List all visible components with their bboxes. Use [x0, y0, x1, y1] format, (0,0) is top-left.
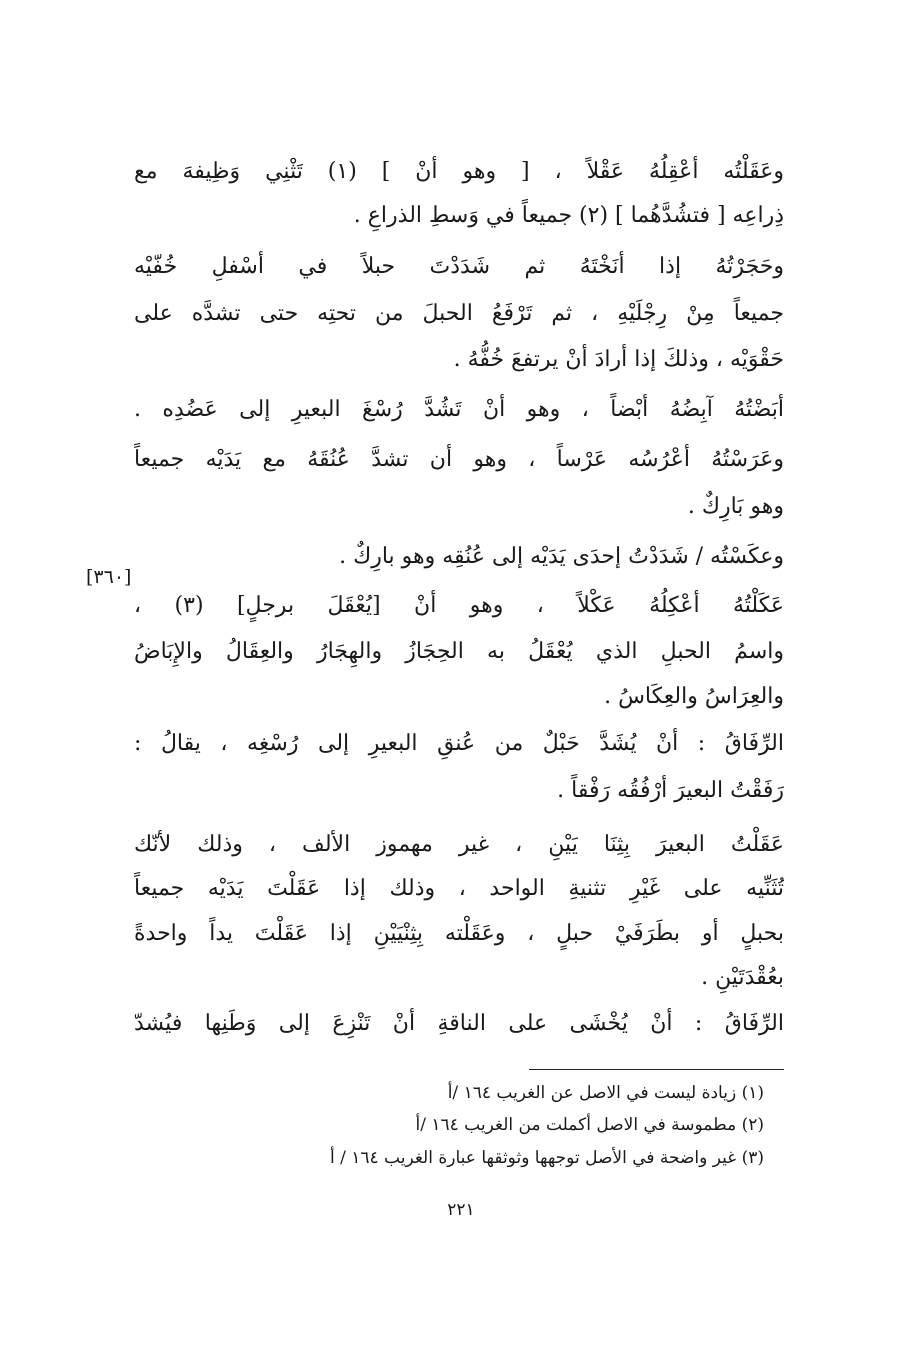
- text-line-12: والعِرَاسُ والعِكَاسُ .: [604, 684, 784, 709]
- text-line-15: عَقَلْتُ البعيرَ بِثِنَا يَيْنِ ، غير مهموز الألف ، وذلك لأنّك: [134, 832, 784, 857]
- margin-page-marker: [٣٦٠]: [86, 566, 132, 588]
- text-line-13: الرِّفَاقُ : أنْ يُشَدَّ حَبْلٌ من عُنقِ البعيرِ إلى رُسْغِه ، يقالُ :: [134, 731, 784, 756]
- text-line-6: أبَضْتُهُ آبِضُهُ أبْضاً ، وهو أنْ تَشُدَّ رُسْغَ البعيرِ إلى عَضُدِه .: [134, 397, 784, 422]
- text-line-5: حَقْوَيْه ، وذلكَ إذا أرادَ أنْ يرتفعَ خُفُّهُ .: [453, 347, 784, 372]
- text-line-14: رَفَقْتُ البعيرَ أرْفُقُه رَفْقاً .: [557, 778, 784, 803]
- footnote-2: (٢) مطموسة في الاصل أكملت من الغريب ١٦٤ /أ: [415, 1115, 764, 1135]
- text-line-7: وعَرَسْتُهُ أعْرُسُه عَرْساً ، وهو أن تشدَّ عُنُقَهُ مع يَدَيْه جميعاً: [134, 447, 784, 472]
- text-line-9: وعكَسْتُه / شَدَدْتُ إحدَى يَدَيْه إلى عُنُقِه وهو بارِكٌ .: [339, 544, 784, 569]
- text-line-8: وهو بَارِكٌ .: [687, 494, 784, 519]
- text-line-3: وحَجَرْتُهُ إذا أنَخْتَهُ ثم شَدَدْتَ حبلاً في أسْفلِ خُفّيْه: [134, 254, 784, 279]
- text-line-1: وعَقَلْتُه أعْقِلُهُ عَقْلاً ، [ وهو أنْ ] (١) تَثْنِي وَظِيفهَ مع: [134, 159, 784, 184]
- footnote-3: (٣) غير واضحة في الأصل توجهها وثوثقها عبارة الغريب ١٦٤ / أ: [329, 1148, 764, 1168]
- text-line-19: الرِّفَاقُ : أنْ يُخْشَى على الناقةِ أنْ تَنْزِعَ إلى وَطَنِها فيُشدّ: [134, 1011, 784, 1036]
- text-line-2: ذِراعِه [ فتشُدَّهُما ] (٢) جميعاً في وَسطِ الذراعِ .: [353, 203, 784, 228]
- footnote-separator: [529, 1069, 784, 1070]
- text-line-10: عَكَلْتُهُ أعْكِلُهُ عَكْلاً ، وهو أنْ [يُعْقَلَ برجلٍ] (٣) ،: [134, 593, 784, 618]
- text-line-16: تُثَنِّيه على غَيْرِ تثنيةِ الواحد ، وذلك إذا عَقَلْتَ يَدَيْه جميعاً: [134, 876, 784, 901]
- text-line-17: بحبلٍ أو بطَرَفَيْ حبلٍ ، وعَقَلْته بِثِنْيَيْنِ إذا عَقَلْتَ يداً واحدةً: [134, 921, 784, 946]
- text-line-11: واسمُ الحبلِ الذي يُعْقَلُ به الحِجَازُ والهِجَارُ والعِقَالُ والإِبَاضُ: [134, 639, 784, 664]
- text-line-4: جميعاً مِنْ رِجْلَيْهِ ، ثم تَرْفَعُ الحبلَ من تحتِه حتى تشدَّه على: [134, 301, 784, 326]
- page-number: ٢٢١: [447, 1200, 475, 1220]
- text-line-18: بعُقْدَتَيْنِ .: [701, 965, 784, 990]
- footnote-1: (١) زيادة ليست في الاصل عن الغريب ١٦٤ /أ: [447, 1083, 764, 1103]
